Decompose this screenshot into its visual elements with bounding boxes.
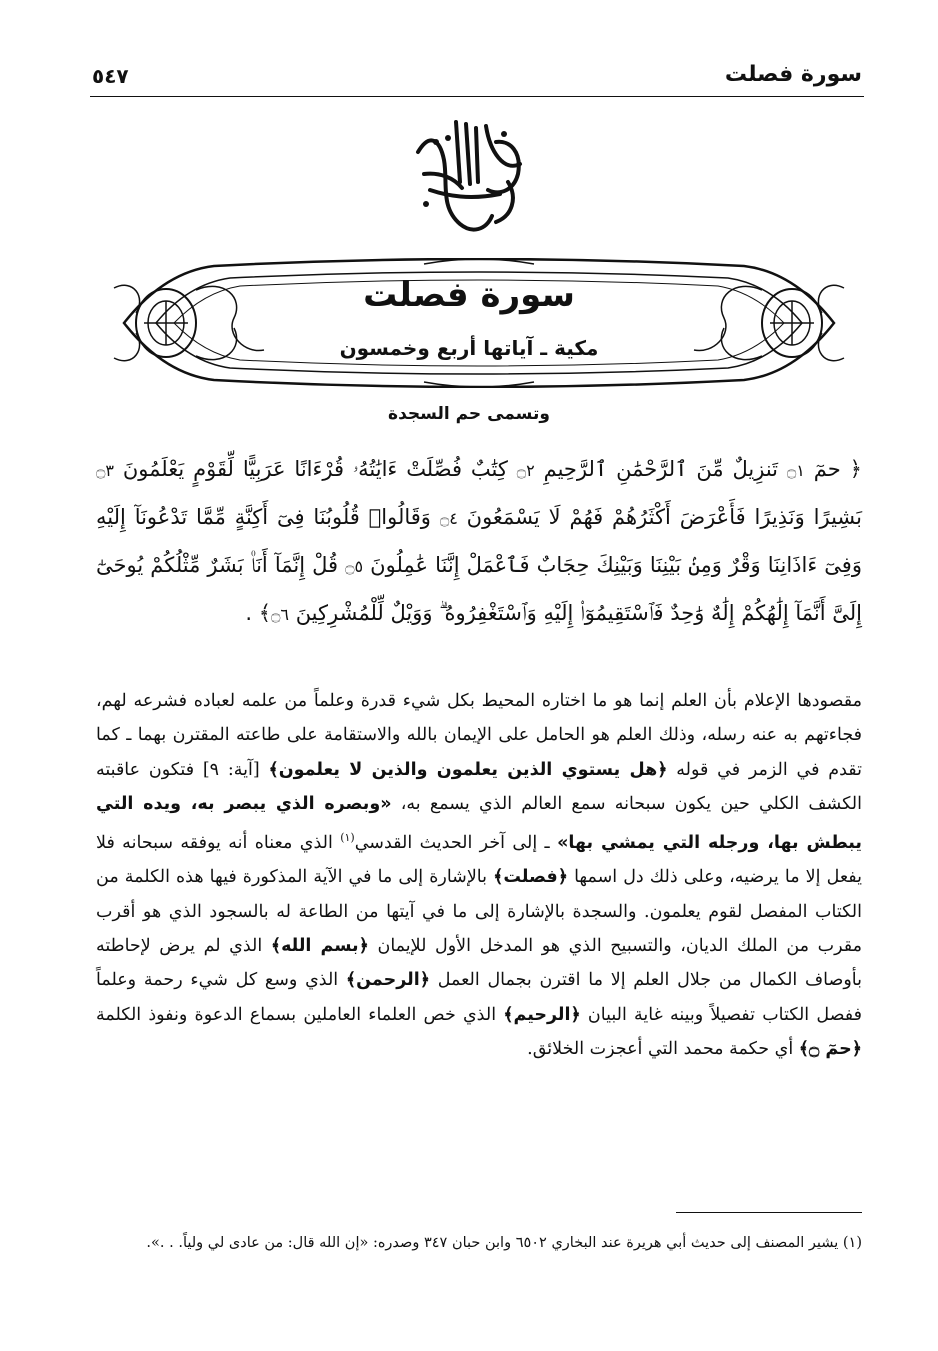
verse-1: حمٓ: [813, 457, 841, 481]
commentary-segment: بالإشارة إلى ما في الآية المذكورة فيها هذه الكلمة من الكتاب المفصل لقوم يعلمون. والسجدة بالإشارة إلى ما في آيتها من الطاعة له بالسجود الذي هو أقرب مقرب من الملك الديان، والتسبيح الذي هو المدخل الأول للإيمان: [96, 867, 862, 956]
quran-quote: ﴿الرحمن﴾: [345, 970, 430, 991]
quran-quote: ﴿بسم الله﴾: [270, 935, 369, 956]
quran-quote: ﴿الرحيم﴾: [503, 1004, 581, 1025]
verse-number-4: ۝٤: [439, 509, 458, 528]
verse-number-2: ۝٢: [516, 461, 535, 480]
verse-number-6: ۝٦: [271, 605, 289, 624]
commentary-segment: مقصودها الإعلام بأن العلم إنما هو ما اختاره المحيط بكل شيء قدرة وعلماً من علمه لعباده فشرعه لهم، فجاءتهم به عنه رسله، وذلك العلم هو الحامل على الإيمان بالله والاستقامة على طاعته المقترن بهما ـ كما تقدم في الزمر في قوله: [96, 691, 862, 780]
verse-open-bracket: ﴿: [849, 457, 862, 481]
quran-quote: ﴿حمٓ ۝﴾: [798, 1038, 862, 1059]
commentary-segment: الذي لم يرض لإحاطته بأوصاف الكمال من جلال العلم إلا ما اقترن بجمال العمل: [96, 935, 862, 991]
footnote-rule: [676, 1212, 862, 1213]
footnote-reference[interactable]: (١): [340, 831, 355, 845]
verse-close-bracket: ﴾ .: [245, 601, 272, 625]
commentary-segment: أي حكمة محمد التي أعجزت الخلائق.: [527, 1038, 799, 1059]
commentary-segment: [آية: ٩] فتكون عاقبته الكشف الكلي حين يكون سبحانه سمع العالم الذي يسمع به،: [96, 759, 862, 814]
verse-5: وَقَالُوا۟ قُلُوبُنَا فِىٓ أَكِنَّةٍ مِّمَّا تَدْعُونَآ إِلَيْهِ وَفِىٓ ءَاذَانِنَا وَقْرٌ وَمِنۢ بَيْنِنَا وَبَيْنِكَ حِجَابٌ فَٱعْمَلْ إِنَّنَا عَٰمِلُونَ: [96, 505, 862, 577]
running-header-title: سورة فصلت: [724, 62, 862, 87]
verse-number-1: ۝١: [786, 461, 805, 480]
quran-verses: [96, 446, 862, 638]
footnote: (١) يشير المصنف إلى حديث أبي هريرة عند البخاري ٦٥٠٢ وابن حبان ٣٤٧ وصدره: «إن الله قال: من عادى لي ولياً. . .».: [146, 1235, 862, 1251]
verse-4: بَشِيرًا وَنَذِيرًا فَأَعْرَضَ أَكْثَرُهُمْ فَهُمْ لَا يَسْمَعُونَ: [466, 505, 862, 529]
surah-alternate-name: وتسمى حم السجدة: [388, 404, 550, 424]
header-rule: [90, 96, 864, 97]
verse-6: قُلْ إِنَّمَآ أَنَا۠ بَشَرٌ مِّثْلُكُمْ يُوحَىٰٓ إِلَىَّ أَنَّمَآ إِلَٰهُكُمْ إِلَٰهٌ وَٰحِدٌ فَٱسْتَقِيمُوٓا۟ إِلَيْهِ وَٱسْتَغْفِرُوهُ ۗ وَوَيْلٌ لِّلْمُشْرِكِينَ: [96, 553, 862, 625]
surah-name: سورة فصلت: [363, 275, 575, 315]
verse-3: كِتَٰبٌ فُصِّلَتْ ءَايَٰتُهُۥ قُرْءَانًا عَرَبِيًّا لِّقَوْمٍ يَعْلَمُونَ: [122, 457, 508, 481]
verse-2: تَنزِيلٌ مِّنَ ٱلرَّحْمَٰنِ ٱلرَّحِيمِ: [543, 457, 779, 481]
verse-number-3: ۝٣: [96, 461, 114, 480]
quran-quote: ﴿هل يستوي الذين يعلمون والذين لا يعلمون﴾: [268, 759, 668, 780]
commentary-segment: الذي خص العلماء العاملين بسماع الدعوة ونفوذ الكلمة: [96, 1004, 504, 1025]
hadith-quote: «وبصره الذي يبصر به، ويده التي يبطش بها، ورجله التي يمشي بها»: [96, 793, 862, 854]
commentary-segment: الذي معناه أنه يوفقه سبحانه فلا يفعل إلا ما يرضيه، وعلى ذلك دل اسمها: [96, 833, 862, 888]
page-number: ٥٤٧: [92, 64, 129, 88]
commentary-segment: ـ إلى آخر الحديث القدسي: [354, 833, 558, 854]
basmala-calligraphy: [400, 112, 540, 242]
quran-quote: ﴿فصلت﴾: [493, 867, 568, 888]
surah-subtitle: مكية ـ آياتها أربع وخمسون: [339, 336, 599, 360]
commentary-segment: الذي وسع كل شيء رحمة وعلماً ففصل الكتاب تفصيلاً وبينه غاية البيان: [96, 970, 862, 1025]
commentary-text: [96, 684, 862, 1066]
verse-number-5: ۝٥: [345, 557, 364, 576]
